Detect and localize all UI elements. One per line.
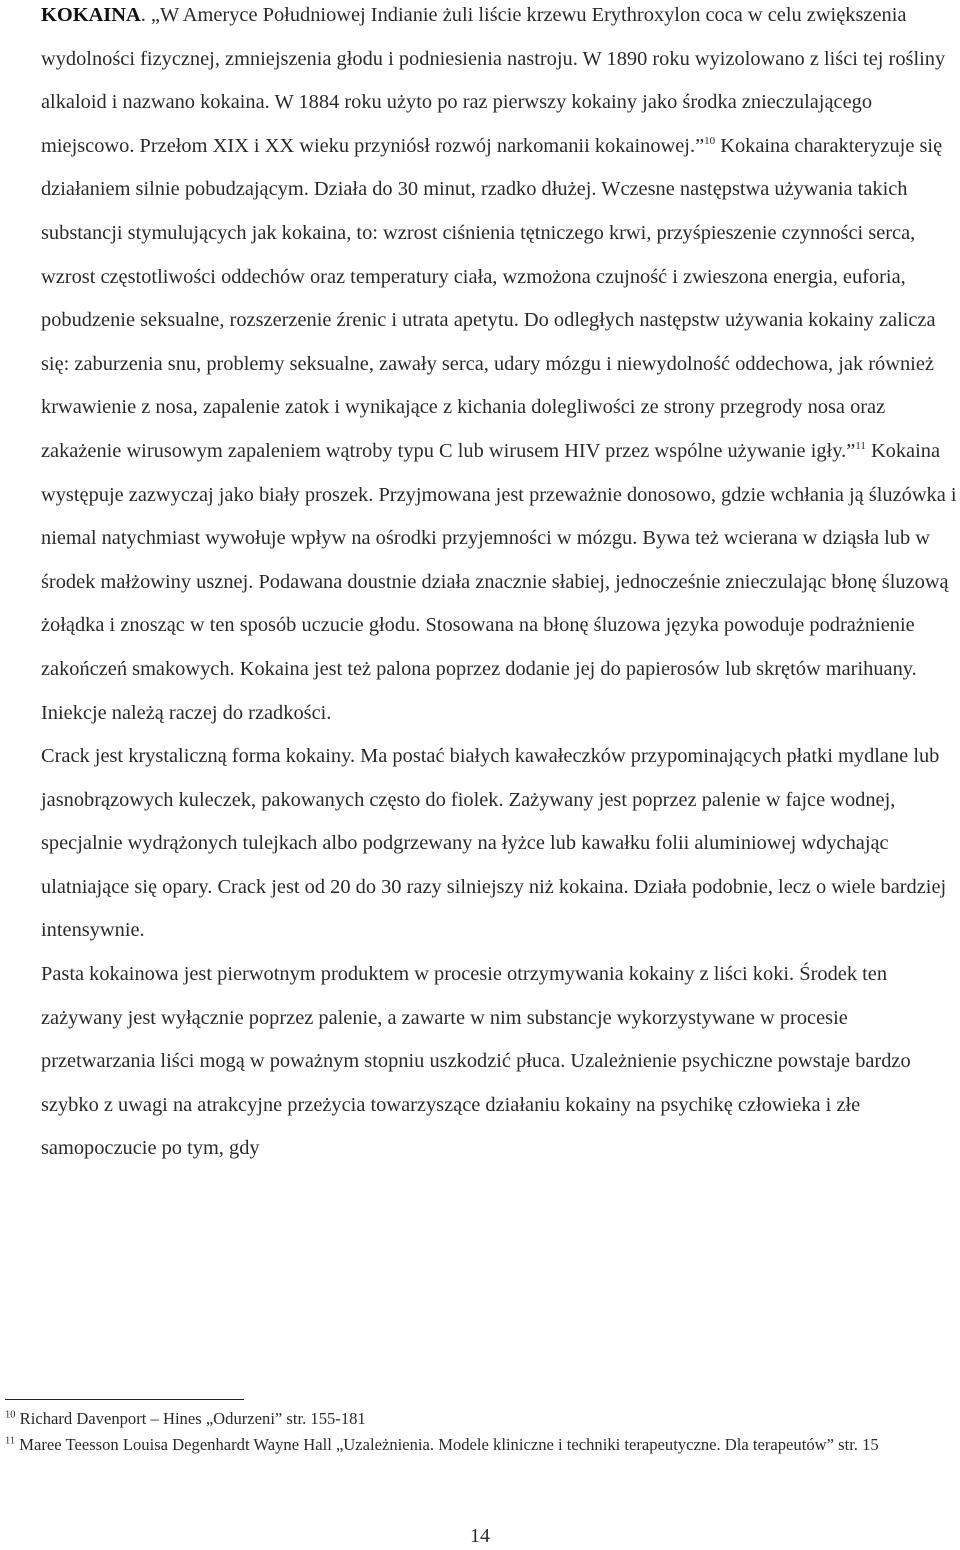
footnote xyxy=(5,1406,957,1432)
footnote-number: 11 xyxy=(5,1434,16,1446)
footnote-reference[interactable]: 11 xyxy=(855,440,866,453)
page-number: 14 xyxy=(470,1525,490,1547)
footnote xyxy=(5,1432,957,1458)
footnote-number: 10 xyxy=(5,1409,16,1421)
body-text xyxy=(41,0,958,1171)
footnote-text: Richard Davenport – Hines „Odurzeni” str. 155-181 xyxy=(15,1409,366,1428)
footnote-separator xyxy=(5,1399,244,1400)
section-heading: KOKAINA xyxy=(41,4,141,26)
paragraph-text: Kokaina charakteryzuje się działaniem silnie pobudzającym. Działa do 30 minut, rzadko dłużej. Wczesne następstwa używania takich substancji stymulujących jak kokaina, to: wzrost ciśnienia tętniczego krwi, przyśpieszenie czynności serca, wzrost częstotliwości oddechów oraz temperatury ciała, wzmożona czujność i zwieszona energia, euforia, pobudzenie seksualne, rozszerzenie źrenic i utrata apetytu. Do odległych następstw używania kokainy zalicza się: zaburzenia snu, problemy seksualne, zawały serca, udary mózgu i niewydolność oddechowa, jak również krwawienie z nosa, zapalenie zatok i wynikające z kichania dolegliwości ze strony przegrody nosa oraz zakażenie wirusowym zapaleniem wątroby typu C lub wirusem HIV przez wspólne używanie igły.” xyxy=(41,134,943,462)
paragraph-kokaina xyxy=(41,0,958,735)
footnotes xyxy=(5,1406,957,1457)
footnote-text: Maree Teesson Louisa Degenhardt Wayne Hall „Uzależnienia. Modele kliniczne i techniki terapeutyczne. Dla terapeutów” str. 15 xyxy=(15,1434,879,1454)
paragraph-crack: Crack jest krystaliczną forma kokainy. Ma postać białych kawałeczków przypominających płatki mydlane lub jasnobrązowych kuleczek, pakowanych często do fiolek. Zażywany jest poprzez palenie w fajce wodnej, specjalnie wydrążonych tulejkach albo podgrzewany na łyżce lub kawałku folii aluminiowej wdychając ulatniające się opary. Crack jest od 20 do 30 razy silniejszy niż kokaina. Działa podobnie, lecz o wiele bardziej intensywnie. xyxy=(41,745,947,942)
paragraph-text: Kokaina występuje zazwyczaj jako biały proszek. Przyjmowana jest przeważnie donosowo, gdzie wchłania ją śluzówka i niemal natychmiast wywołuje wpływ na ośrodki przyjemności w mózgu. Bywa też wcierana w dziąsła lub w środek małżowiny usznej. Podawana doustnie działa znacznie słabiej, jednocześnie znieczulając błonę śluzową żołądka i znosząc w ten sposób uczucie głodu. Stosowana na błonę śluzowa języka powoduje podrażnienie zakończeń smakowych. Kokaina jest też palona poprzez dodanie jej do papierosów lub skrętów marihuany. Iniekcje należą raczej do rzadkości. xyxy=(41,439,957,724)
paragraph-pasta-kokainowa: Pasta kokainowa jest pierwotnym produktem w procesie otrzymywania kokainy z liści koki. Środek ten zażywany jest wyłącznie poprzez palenie, a zawarte w nim substancje wykorzystywane w procesie przetwarzania liści mogą w poważnym stopniu uszkodzić płuca. Uzależnienie psychiczne powstaje bardzo szybko z uwagi na atrakcyjne przeżycia towarzyszące działaniu kokainy na psychikę człowieka i złe samopoczucie po tym, gdy xyxy=(41,963,911,1160)
footnote-reference[interactable]: 10 xyxy=(704,134,716,147)
paragraph-text: . „W Ameryce Południowej Indianie żuli liście krzewu Erythroxylon coca w celu zwiększenia wydolności fizycznej, zmniejszenia głodu i podniesienia nastroju. W 1890 roku wyizolowano z liści tej rośliny alkaloid i nazwano kokaina. W 1884 roku użyto po raz pierwszy kokainy jako środka znieczulającego miejscowo. Przełom XIX i XX wieku przyniósł rozwój narkomanii kokainowej.” xyxy=(41,4,946,157)
